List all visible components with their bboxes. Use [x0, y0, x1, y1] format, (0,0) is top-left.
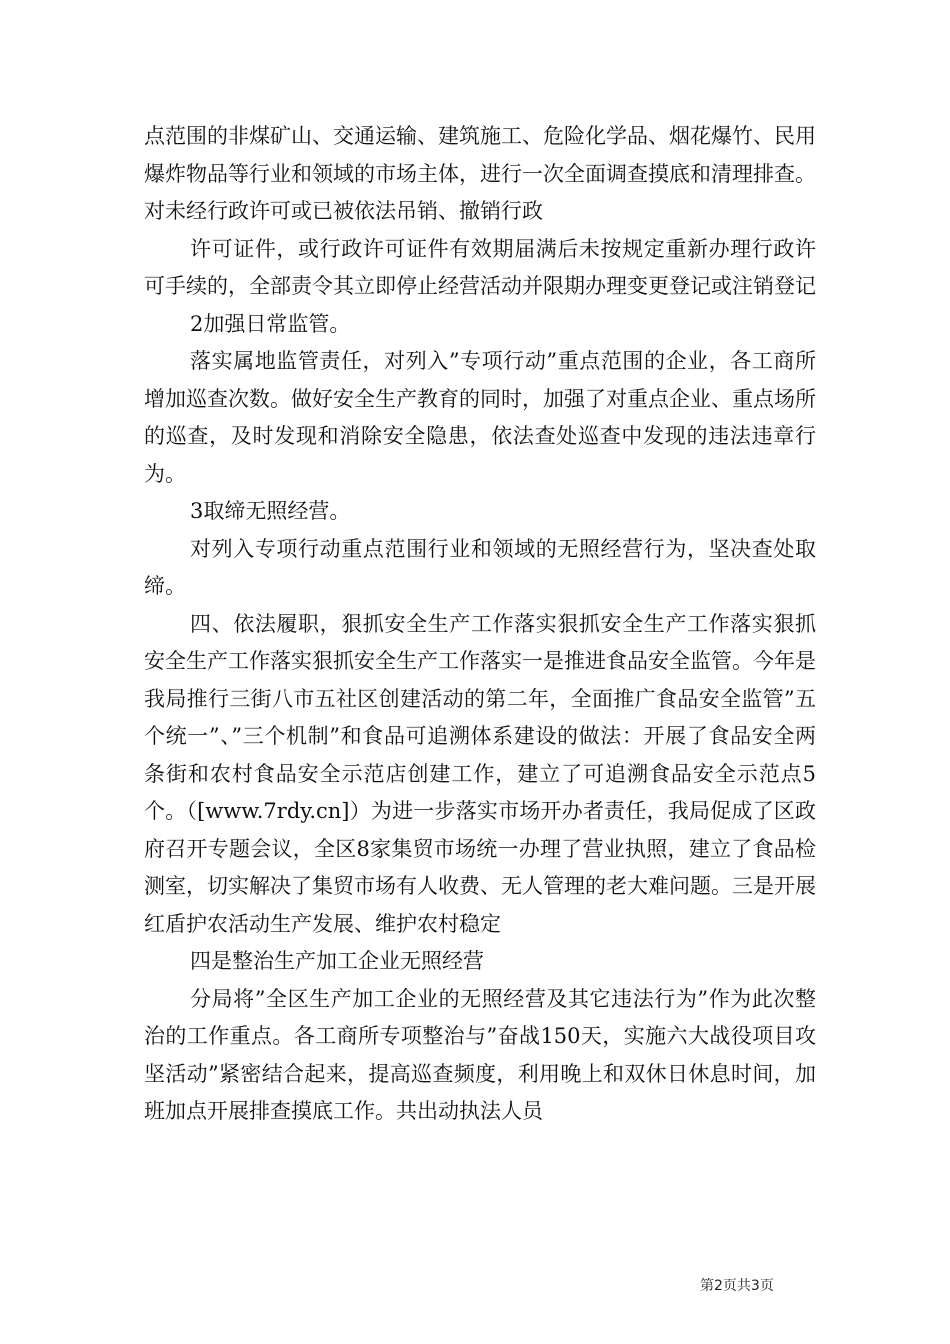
paragraph-3: 落实属地监管责任，对列入”专项行动”重点范围的企业，各工商所增加巡查次数。做好安全生产教育的同时，加强了对重点企业、重点场所的巡查，及时发现和消除安全隐患，依法查处巡查中发现的违法违章行为。 — [144, 349, 816, 486]
paragraph-1: 点范围的非煤矿山、交通运输、建筑施工、危险化学品、烟花爆竹、民用爆炸物品等行业和领域的市场主体，进行一次全面调查摸底和清理排查。对未经行政许可或已被依法吊销、撤销行政 — [144, 124, 816, 223]
heading-3-ban-unlicensed: 3取缔无照经营。 — [190, 499, 351, 523]
paragraph-5: 四、依法履职，狠抓安全生产工作落实狠抓安全生产工作落实狠抓安全生产工作落实狠抓安全生产工作落实一是推进食品安全监管。今年是我局推行三街八市五社区创建活动的第二年，全面推广食品安全监管”五个统一”、”三个机制”和食品可追溯体系建设的做法：开展了食品安全两条街和农村食品安全示范店创建工作，建立了可追溯食品安全示范点5个。（[www.7rdy.cn]）为进一步落实市场开办者责任，我局促成了区政府召开专题会议，全区8家集贸市场统一办理了营业执照，建立了食品检测室，切实解决了集贸市场有人收费、无人管理的老大难问题。三是开展红盾护农活动生产发展、维护农村稳定 — [144, 611, 816, 936]
paragraph-6: 分局将”全区生产加工企业的无照经营及其它违法行为”作为此次整治的工作重点。各工商所专项整治与”奋战150天，实施六大战役项目攻坚活动”紧密结合起来，提高巡查频度，利用晚上和双休日休息时间，加班加点开展排查摸底工作。共出动执法人员 — [144, 986, 816, 1123]
page-number-footer: 第2页共3页 — [700, 1278, 774, 1294]
heading-4-rectify-production: 四是整治生产加工企业无照经营 — [190, 949, 484, 973]
heading-2-strengthen-supervision: 2加强日常监管。 — [190, 311, 351, 336]
paragraph-2: 许可证件，或行政许可证件有效期届满后未按规定重新办理行政许可手续的，全部责令其立即停止经营活动并限期办理变更登记或注销登记 — [144, 236, 816, 298]
paragraph-4: 对列入专项行动重点范围行业和领域的无照经营行为，坚决查处取缔。 — [144, 536, 816, 598]
document-body — [144, 118, 816, 1131]
